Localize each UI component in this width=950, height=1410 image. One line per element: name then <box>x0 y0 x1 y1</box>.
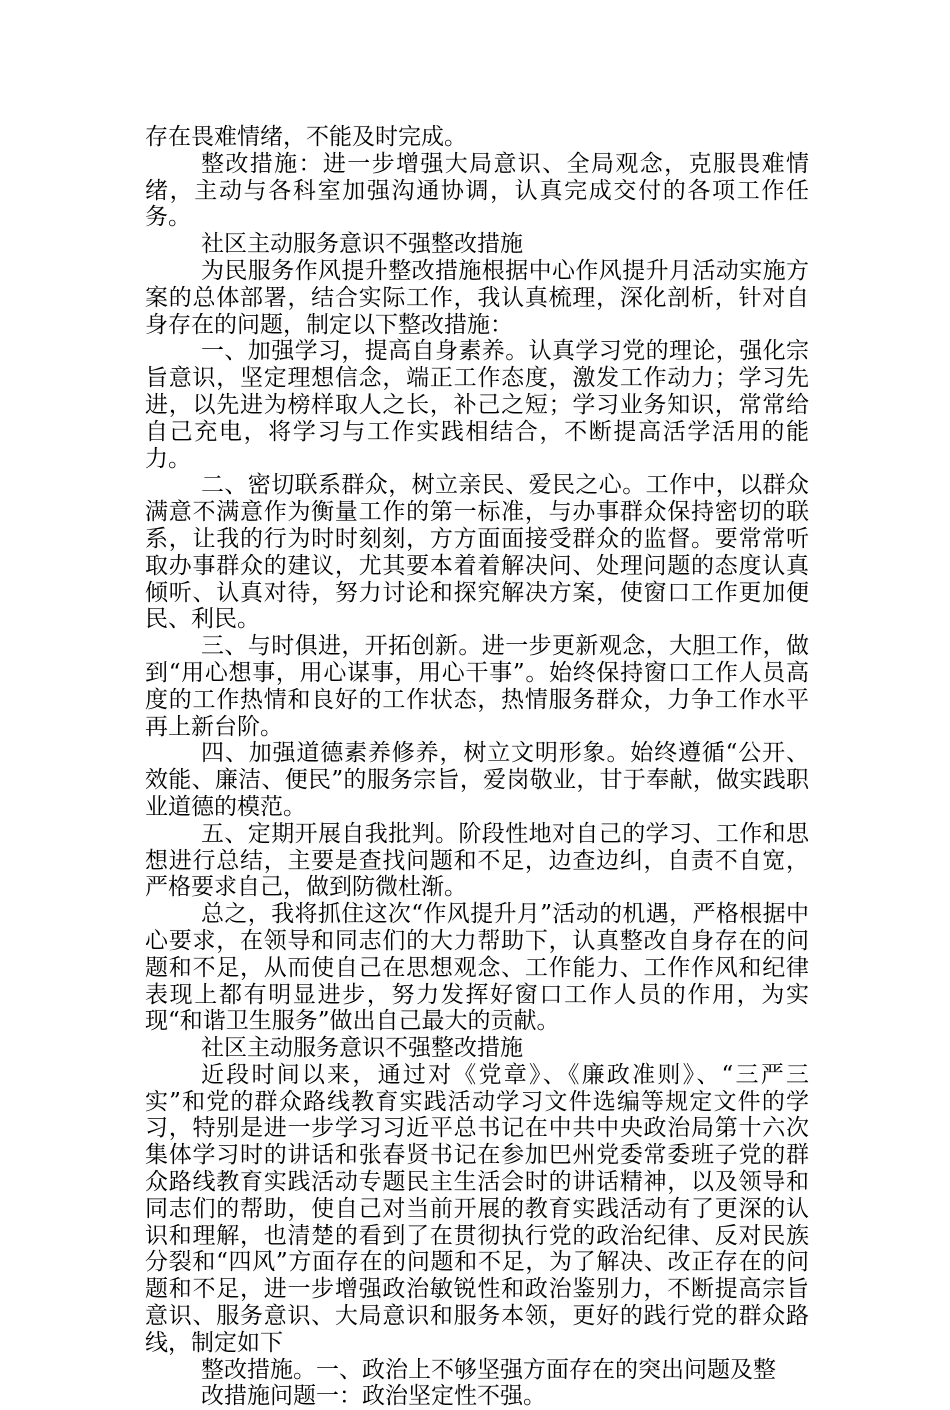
document-body <box>145 124 809 1410</box>
paragraph-12: 改措施问题一：政治坚定性不强。 <box>201 1383 546 1410</box>
section-heading-1: 社区主动服务意识不强整改措施 <box>201 231 523 258</box>
paragraph-2: 整改措施：进一步增强大局意识、全局观念，克服畏难情绪，主动与各科室加强沟通协调，认真完成交付的各项工作任务。 <box>145 150 809 231</box>
paragraph-5: 二、密切联系群众，树立亲民、爱民之心。工作中，以群众满意不满意作为衡量工作的第一标准，与办事群众保持密切的联系，让我的行为时时刻刻，方方面面接受群众的监督。要常常听取办事群众的建议，尤其要本着着解决问、处理问题的态度认真倾听、认真对待，努力讨论和探究解决方案，使窗口工作更加便民、利民。 <box>145 472 809 633</box>
paragraph-9: 总之，我将抓住这次“作风提升月”活动的机遇，严格根据中心要求，在领导和同志们的大力帮助下，认真整改自身存在的问题和不足，从而使自己在思想观念、工作能力、工作作风和纪律表现上都有明显进步，努力发挥好窗口工作人员的作用，为实现“和谐卫生服务”做出自己最大的贡献。 <box>145 901 809 1035</box>
paragraph-4: 一、加强学习，提高自身素养。认真学习党的理论，强化宗旨意识，坚定理想信念，端正工作态度，激发工作动力；学习先进，以先进为榜样取人之长，补己之短；学习业务知识，常常给自己充电，将学习与工作实践相结合，不断提高活学活用的能力。 <box>145 338 809 472</box>
paragraph-6: 三、与时俱进，开拓创新。进一步更新观念，大胆工作，做到“用心想事，用心谋事，用心干事”。始终保持窗口工作人员高度的工作热情和良好的工作状态，热情服务群众，力争工作水平再上新台阶。 <box>145 633 809 740</box>
paragraph-3: 为民服务作风提升整改措施根据中心作风提升月活动实施方案的总体部署，结合实际工作，我认真梳理，深化剖析，针对自身存在的问题，制定以下整改措施： <box>145 257 809 338</box>
paragraph-10: 近段时间以来，通过对《党章》、《廉政准则》、“三严三实”和党的群众路线教育实践活动学习文件选编等规定文件的学习，特别是进一步学习习近平总书记在中共中央政治局第十六次集体学习时的讲话和张春贤书记在参加巴州党委常委班子党的群众路线教育实践活动专题民主生活会时的讲话精神，以及领导和同志们的帮助，使自己对当前开展的教育实践活动有了更深的认识和理解，也清楚的看到了在贯彻执行党的政治纪律、反对民族分裂和“四风”方面存在的问题和不足，为了解决、改正存在的问题和不足，进一步增强政治敏锐性和政治鉴别力，不断提高宗旨意识、服务意识、大局意识和服务本领，更好的践行党的群众路线，制定如下 <box>145 1061 809 1356</box>
paragraph-8: 五、定期开展自我批判。阶段性地对自己的学习、工作和思想进行总结，主要是查找问题和不足，边查边纠，自责不自宽，严格要求自己，做到防微杜渐。 <box>145 820 809 901</box>
paragraph-7: 四、加强道德素养修养，树立文明形象。始终遵循“公开、效能、廉洁、便民”的服务宗旨，爱岗敬业，甘于奉献，做实践职业道德的模范。 <box>145 740 809 820</box>
paragraph-11: 整改措施。一、政治上不够坚强方面存在的突出问题及整 <box>201 1356 776 1383</box>
paragraph-1: 存在畏难情绪，不能及时完成。 <box>145 124 467 150</box>
section-heading-2: 社区主动服务意识不强整改措施 <box>201 1035 523 1062</box>
